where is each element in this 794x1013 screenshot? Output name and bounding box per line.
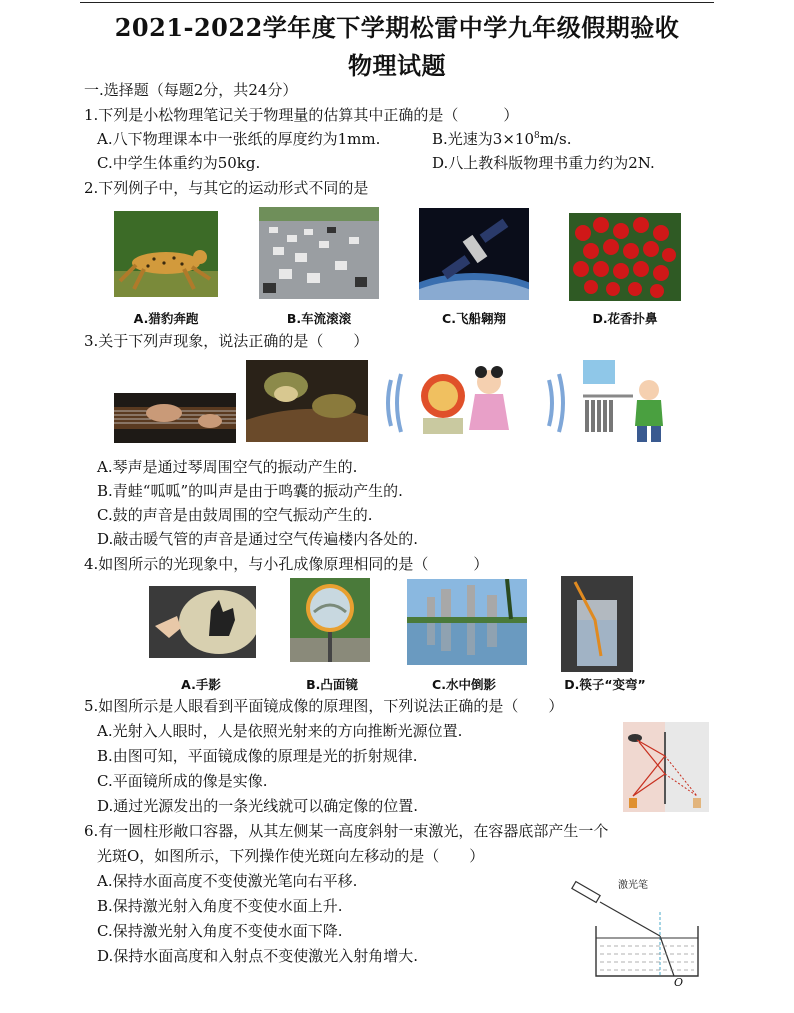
q6-stem-line1: 6.有一圆柱形敞口容器，从其左侧某一高度斜射一束激光，在容器底部产生一个 xyxy=(84,822,609,840)
q2-caption-b: B.车流滚滚 xyxy=(286,311,352,326)
q6-option-b: B.保持激光射入角度不变使水面上升. xyxy=(97,897,343,915)
q3-option-d: D.敲击暖气管的声音是通过空气传遍楼内各处的. xyxy=(97,530,419,548)
q2-stem: 2.下列例子中，与其它的运动形式不同的是 xyxy=(84,179,369,197)
q4-caption-d: D.筷子“变弯” xyxy=(564,677,646,692)
q1-option-c: C.中学生体重约为50kg. xyxy=(97,154,261,172)
q4-caption-a: A.手影 xyxy=(181,677,221,692)
drum-girl-image xyxy=(383,360,567,446)
laser-pen-label: 激光笔 xyxy=(618,880,648,891)
page-title: 2021-2022学年度下学期松雷中学九年级假期验收 xyxy=(114,13,680,42)
water-reflection-photo xyxy=(407,579,527,665)
q1-option-b: B.光速为$3\times 10^8m/s$. xyxy=(432,130,572,148)
q6-option-d: D.保持水面高度和入射点不变使激光入射角增大. xyxy=(97,947,419,965)
q5-option-d: D.通过光源发出的一条光线就可以确定像的位置. xyxy=(97,797,419,815)
q3-option-a: A.琴声是通过琴周围空气的振动产生的. xyxy=(97,458,358,476)
traffic-photo xyxy=(259,207,379,299)
hand-shadow-image xyxy=(149,586,256,658)
guitar-photo xyxy=(114,393,236,443)
q1-stem: 1.下列是小松物理笔记关于物理量的估算其中正确的是（ ） xyxy=(84,106,519,124)
radiator-image xyxy=(583,360,681,446)
q2-caption-d: D.花香扑鼻 xyxy=(592,311,658,326)
q4-stem: 4.如图所示的光现象中，与小孔成像原理相同的是（ ） xyxy=(84,555,489,573)
frogs-photo xyxy=(246,360,368,442)
q4-caption-b: B.凸面镜 xyxy=(306,677,358,692)
laser-container-diagram xyxy=(566,872,706,994)
q6-option-a: A.保持水面高度不变使激光笔向右平移. xyxy=(97,872,358,890)
q5-option-c: C.平面镜所成的像是实像. xyxy=(97,772,268,790)
roses-photo xyxy=(569,213,681,301)
q2-caption-a: A.猎豹奔跑 xyxy=(133,311,199,326)
q6-option-c: C.保持激光射入角度不变使水面下降. xyxy=(97,922,343,940)
page-subtitle: 物理试题 xyxy=(348,51,446,80)
q4-caption-c: C.水中倒影 xyxy=(432,677,496,692)
chopstick-glass-photo xyxy=(561,576,633,672)
q5-option-a: A.光射入人眼时，人是依照光射来的方向推断光源位置. xyxy=(97,722,463,740)
q3-option-b: B.青蛙“呱呱”的叫声是由于鸣囊的振动产生的. xyxy=(97,482,403,500)
plane-mirror-diagram xyxy=(623,722,709,812)
top-rule xyxy=(80,2,714,3)
spot-o-label: O xyxy=(674,976,684,989)
spacecraft-photo xyxy=(419,208,529,300)
q5-stem: 5.如图所示是人眼看到平面镜成像的原理图，下列说法正确的是（ ） xyxy=(84,697,564,715)
q2-caption-c: C.飞船翱翔 xyxy=(442,311,506,326)
q5-option-b: B.由图可知，平面镜成像的原理是光的折射规律. xyxy=(97,747,418,765)
q6-stem-line2: 光斑O，如图所示，下列操作使光斑向左移动的是（ ） xyxy=(97,847,485,865)
q1-option-a: A.八下物理课本中一张纸的厚度约为1mm. xyxy=(97,130,381,148)
q3-option-c: C.鼓的声音是由鼓周围的空气振动产生的. xyxy=(97,506,373,524)
convex-mirror-photo xyxy=(290,578,370,662)
q3-stem: 3.关于下列声现象，说法正确的是（ ） xyxy=(84,332,369,350)
section-heading: 一.选择题（每题2分，共24分） xyxy=(84,81,298,99)
q1-option-d: D.八上教科版物理书重力约为2N. xyxy=(432,154,655,172)
cheetah-photo xyxy=(114,211,218,297)
